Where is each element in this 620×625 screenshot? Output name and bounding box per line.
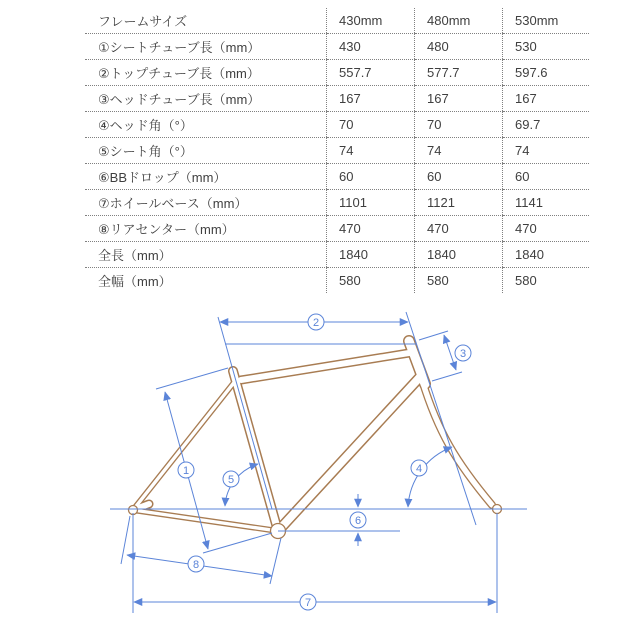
dim-label-rear-center — [188, 556, 204, 572]
spec-cell-value: 580 — [415, 268, 503, 294]
ext-line-rearcenter-left — [121, 516, 130, 564]
spec-cell-value: 1121 — [415, 190, 503, 216]
spec-row-label: ⑥BBドロップ（mm） — [85, 164, 327, 190]
spec-table-body — [85, 8, 589, 293]
spec-table-row — [85, 164, 589, 190]
spec-row-label: 全幅（mm） — [98, 274, 172, 289]
spec-cell-value: 430 — [327, 34, 415, 60]
spec-cell-value: 167 — [415, 86, 503, 112]
spec-row-label: ⑦ホイールベース（mm） — [85, 190, 327, 216]
head-tube-axis-line — [406, 312, 476, 525]
spec-table-row — [85, 86, 589, 112]
spec-cell-value: 1840 — [327, 242, 415, 268]
dim-label-wheelbase — [300, 594, 316, 610]
header-size-530: 530mm — [503, 8, 590, 34]
dim-label-head-angle-text: 4 — [415, 463, 423, 475]
spec-cell-value: 470 — [503, 216, 590, 242]
ext-line-rearcenter-right — [270, 538, 281, 584]
arc-head-angle — [408, 447, 452, 507]
frame-geometry-diagram — [0, 290, 620, 620]
frame-size-spec-table — [85, 8, 589, 293]
spec-cell-value: 597.6 — [503, 60, 590, 86]
dim-label-bb-drop — [350, 512, 366, 528]
spec-row-label: ⑤シート角（°） — [85, 138, 327, 164]
spec-cell-value: 167 — [327, 86, 415, 112]
spec-cell-value: 480 — [415, 34, 503, 60]
spec-table-row — [85, 216, 589, 242]
header-size-430: 430mm — [327, 8, 415, 34]
spec-row-label: ④ヘッド角（°） — [85, 112, 327, 138]
dim-label-bb-drop-text: 6 — [354, 515, 362, 527]
spec-cell-value: 577.7 — [415, 60, 503, 86]
dim-label-seat-angle-text: 5 — [227, 474, 235, 486]
spec-table-row — [85, 112, 589, 138]
spec-cell-value: 470 — [415, 216, 503, 242]
dim-label-head-angle — [411, 460, 427, 476]
dim-line-head-tube — [444, 335, 456, 370]
spec-table-header-row — [85, 8, 589, 34]
dim-label-head-tube-text: 3 — [459, 348, 467, 360]
dim-label-wheelbase-text: 7 — [304, 597, 312, 609]
spec-cell-value: 60 — [503, 164, 590, 190]
spec-cell-value: 74 — [503, 138, 590, 164]
spec-cell-value: 470 — [327, 216, 415, 242]
frame-core-layer — [133, 341, 492, 531]
ext-line-head-bottom — [432, 372, 462, 381]
spec-table-row — [85, 190, 589, 216]
spec-row-label: ⑧リアセンター（mm） — [85, 216, 327, 242]
spec-table-row — [85, 138, 589, 164]
spec-cell-value: 1840 — [503, 242, 590, 268]
ext-line-seat-top — [156, 368, 228, 389]
spec-row-label: ③ヘッドチューブ長（mm） — [85, 86, 327, 112]
header-size-480: 480mm — [415, 8, 503, 34]
spec-cell-value: 167 — [503, 86, 590, 112]
dim-label-top-tube — [308, 314, 324, 330]
bearing-circles — [129, 505, 502, 539]
spec-cell-value: 530 — [503, 34, 590, 60]
dimension-labels-layer — [178, 314, 471, 610]
spec-cell-value: 1101 — [327, 190, 415, 216]
spec-table-row — [85, 242, 589, 268]
dim-label-head-tube — [455, 345, 471, 361]
spec-row-label: 全長（mm） — [85, 242, 327, 268]
spec-row-label: ②トップチューブ長（mm） — [85, 60, 327, 86]
dim-label-seat-angle — [223, 471, 239, 487]
spec-cell-value: 74 — [327, 138, 415, 164]
spec-cell-value: 70 — [327, 112, 415, 138]
bike-frame-drawing-svg — [0, 290, 620, 620]
spec-table-row — [85, 34, 589, 60]
spec-cell-value: 580 — [327, 268, 415, 294]
spec-cell-value: 69.7 — [503, 112, 590, 138]
dim-label-seat-tube — [178, 462, 194, 478]
ext-line-seat-bottom — [203, 533, 272, 553]
spec-cell-value: 1840 — [415, 242, 503, 268]
header-frame-size: フレームサイズ — [85, 8, 327, 34]
spec-row-label: ①シートチューブ長（mm） — [85, 34, 327, 60]
spec-cell-value: 70 — [415, 112, 503, 138]
spec-cell-value: 1141 — [503, 190, 590, 216]
spec-cell-value: 60 — [415, 164, 503, 190]
dim-label-top-tube-text: 2 — [312, 317, 320, 329]
spec-cell-value: 580 — [503, 268, 590, 294]
spec-cell-value: 60 — [327, 164, 415, 190]
spec-table-row — [85, 60, 589, 86]
spec-cell-value: 74 — [415, 138, 503, 164]
spec-cell-value: 557.7 — [327, 60, 415, 86]
dim-label-seat-tube-text: 1 — [182, 465, 190, 477]
dim-label-rear-center-text: 8 — [192, 559, 200, 571]
